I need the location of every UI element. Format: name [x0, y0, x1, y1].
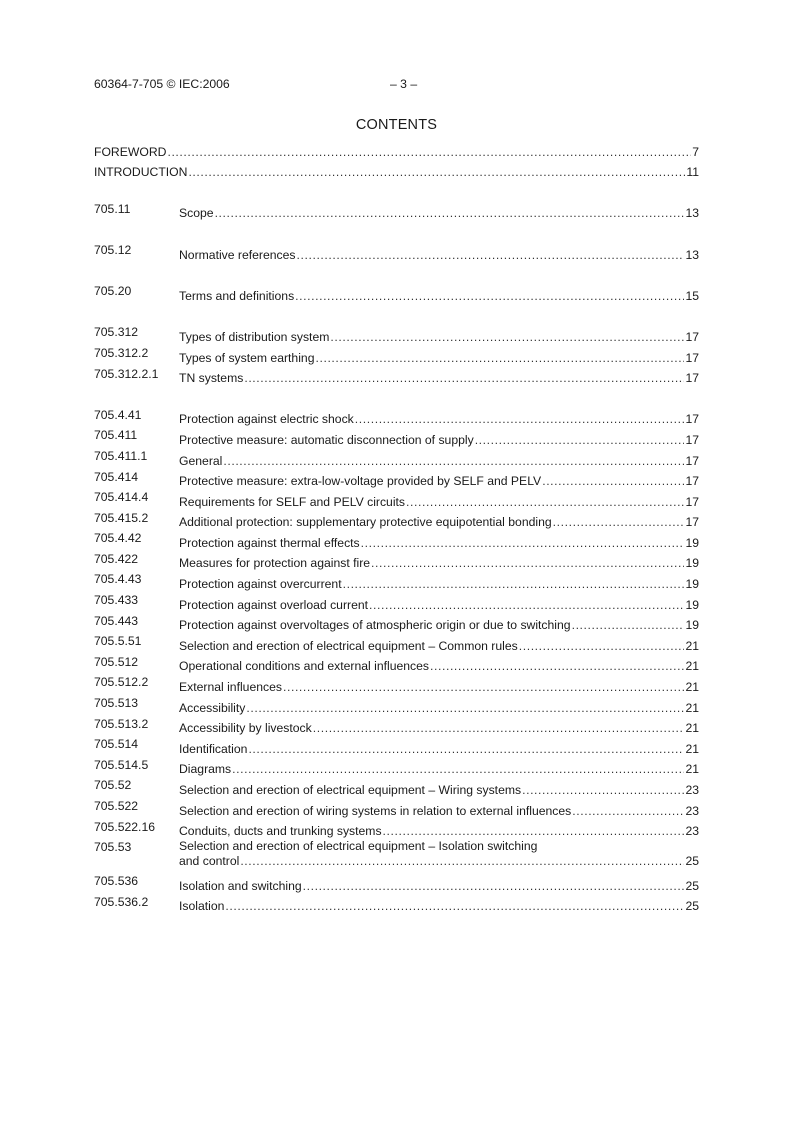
- dot-leader: [330, 329, 684, 345]
- toc-entry-body: [179, 530, 699, 551]
- toc-page-number[interactable]: 19: [685, 556, 699, 571]
- toc-section-number: 705.512: [94, 654, 139, 669]
- toc-section-number: 705.20: [94, 284, 132, 299]
- toc-page-number[interactable]: 21: [685, 680, 699, 695]
- dot-leader: [369, 597, 684, 613]
- toc-entry-title[interactable]: Protective measure: automatic disconnection of supply: [179, 432, 474, 447]
- toc-entry-body: [179, 633, 699, 654]
- toc-entry-title[interactable]: Terms and definitions: [179, 288, 295, 303]
- dot-leader: [246, 700, 684, 716]
- toc-page-number[interactable]: 17: [685, 453, 699, 468]
- dot-leader: [167, 144, 691, 160]
- toc-page-number[interactable]: 21: [685, 659, 699, 674]
- toc-page-number[interactable]: 23: [685, 824, 699, 839]
- toc-entry-title[interactable]: FOREWORD: [94, 144, 167, 159]
- dot-leader: [295, 288, 684, 304]
- toc-entry-title[interactable]: Requirements for SELF and PELV circuits: [179, 494, 406, 509]
- toc-entry-title[interactable]: Accessibility by livestock: [179, 721, 312, 736]
- toc-entry[interactable]: [94, 510, 699, 531]
- page-header: [94, 77, 699, 93]
- toc-entry-title[interactable]: Measures for protection against fire: [179, 556, 371, 571]
- toc-entry-body: [94, 139, 699, 160]
- toc-entry[interactable]: [94, 798, 699, 819]
- toc-entry-title[interactable]: Types of distribution system: [179, 329, 330, 344]
- toc-section-number: 705.536.2: [94, 894, 149, 909]
- toc-entry[interactable]: [94, 448, 699, 469]
- toc-entry-title[interactable]: General: [179, 453, 223, 468]
- toc-entry-body: [179, 489, 699, 510]
- dot-leader: [283, 679, 684, 695]
- toc-entry-title[interactable]: TN systems: [179, 371, 244, 386]
- toc-group-spacer: [94, 180, 699, 201]
- toc-entry-body: [179, 448, 699, 469]
- toc-entry-title[interactable]: Protection against overvoltages of atmospheric origin or due to switching: [179, 618, 571, 633]
- toc-section-number: 705.4.42: [94, 531, 142, 546]
- dot-leader: [355, 411, 685, 427]
- dot-leader: [303, 878, 685, 894]
- toc-page-number[interactable]: 17: [685, 329, 699, 344]
- toc-page-number[interactable]: 19: [685, 577, 699, 592]
- toc-entry[interactable]: [94, 551, 699, 572]
- toc-section-number: 705.512.2: [94, 675, 149, 690]
- toc-entry-body: [179, 551, 699, 572]
- toc-entry-body: [179, 345, 699, 366]
- toc-entry[interactable]: [94, 324, 699, 345]
- dot-leader: [240, 853, 684, 869]
- toc-entry[interactable]: [94, 777, 699, 798]
- toc-entry-title[interactable]: Selection and erection of wiring systems in relation to external influences: [179, 803, 572, 818]
- toc-entry-body: [179, 592, 699, 613]
- toc-section-number: 705.312.2.1: [94, 366, 159, 381]
- toc-entry-body: [179, 571, 699, 592]
- toc-entry[interactable]: [94, 839, 699, 873]
- toc-entry-body: [179, 366, 699, 387]
- toc-group-spacer: [94, 304, 699, 325]
- toc-entry-title[interactable]: Protection against electric shock: [179, 412, 354, 427]
- toc-entry-introduction[interactable]: [94, 160, 699, 181]
- toc-entry-body: [179, 873, 699, 894]
- toc-section-number: 705.12: [94, 242, 132, 257]
- toc-entry-title[interactable]: INTRODUCTION: [94, 165, 188, 180]
- toc-entry-title[interactable]: Selection and erection of electrical equipment – Common rules: [179, 638, 518, 653]
- toc-entry-title[interactable]: Isolation: [179, 899, 225, 914]
- toc-section-number: 705.522: [94, 799, 139, 813]
- toc-entry[interactable]: [94, 366, 699, 387]
- toc-section-number: 705.411: [94, 428, 138, 443]
- toc-entry-title[interactable]: Protection against thermal effects: [179, 535, 360, 550]
- dot-leader: [406, 494, 684, 510]
- dot-leader: [248, 741, 684, 757]
- toc-entry[interactable]: [94, 530, 699, 551]
- toc-entry-body: [179, 201, 699, 222]
- dot-leader: [430, 658, 684, 674]
- toc-page-number[interactable]: 21: [685, 762, 699, 777]
- toc-entry-body: [179, 716, 699, 737]
- toc-page-number[interactable]: 23: [685, 783, 699, 797]
- toc-entry[interactable]: [94, 201, 699, 222]
- toc-entry-body: [179, 839, 699, 873]
- toc-page-number[interactable]: 17: [685, 350, 699, 365]
- toc-group-spacer: [94, 221, 699, 242]
- toc-page-number[interactable]: 17: [685, 371, 699, 386]
- toc-section-number: 705.443: [94, 613, 139, 628]
- dot-leader: [313, 720, 685, 736]
- toc-section-number: 705.4.43: [94, 572, 142, 587]
- toc-entry[interactable]: [94, 716, 699, 737]
- table-of-contents: [94, 139, 699, 914]
- toc-entry-title[interactable]: Conduits, ducts and trunking systems: [179, 824, 382, 839]
- toc-section-number: 705.52: [94, 778, 132, 793]
- dot-leader: [519, 638, 685, 654]
- toc-entry-body: [179, 242, 699, 263]
- dot-leader: [522, 782, 684, 798]
- toc-section-number: 705.522.16: [94, 819, 155, 834]
- dot-leader: [542, 473, 684, 489]
- toc-section-number: 705.312.2: [94, 345, 149, 360]
- toc-section-number: 705.4.41: [94, 407, 142, 422]
- toc-entry[interactable]: [94, 613, 699, 634]
- dot-leader: [188, 164, 685, 180]
- toc-entry-body: [179, 469, 699, 490]
- toc-entry-body: [179, 757, 699, 778]
- toc-entry-title[interactable]: Selection and erection of electrical equipment – Isolation switching: [179, 839, 538, 854]
- dot-leader: [215, 205, 685, 221]
- dot-leader: [475, 432, 685, 448]
- toc-section-number: 705.415.2: [94, 510, 149, 525]
- toc-entry-title-continued-line: [179, 853, 699, 869]
- toc-entry[interactable]: [94, 427, 699, 448]
- toc-entry[interactable]: [94, 894, 699, 915]
- toc-page-number[interactable]: 25: [685, 899, 699, 914]
- toc-page-number[interactable]: 17: [685, 494, 699, 509]
- toc-section-number: 705.433: [94, 593, 139, 608]
- toc-page-number[interactable]: 11: [686, 165, 699, 180]
- dot-leader: [572, 803, 684, 819]
- document-id: 60364-7-705 © IEC:2006: [94, 77, 230, 91]
- toc-entry[interactable]: [94, 654, 699, 675]
- toc-entry-title[interactable]: External influences: [179, 680, 282, 695]
- toc-entry-body: [179, 798, 699, 819]
- toc-page-number[interactable]: 13: [685, 247, 699, 262]
- toc-section-number: 705.414.4: [94, 490, 149, 505]
- toc-page-number[interactable]: 17: [685, 412, 699, 427]
- toc-section-number: 705.11: [94, 201, 131, 216]
- toc-entry-title[interactable]: Types of system earthing: [179, 350, 315, 365]
- toc-entry-body: [179, 819, 699, 840]
- dot-leader: [361, 535, 685, 551]
- toc-entry[interactable]: [94, 489, 699, 510]
- toc-section-number: 705.411.1: [94, 448, 148, 463]
- toc-page-number[interactable]: 15: [685, 288, 699, 303]
- contents-title: CONTENTS: [355, 117, 438, 133]
- toc-entry-title[interactable]: Selection and erection of electrical equipment – Wiring systems: [179, 783, 522, 797]
- toc-section-number: 705.514: [94, 737, 139, 752]
- toc-entry[interactable]: [94, 345, 699, 366]
- dot-leader: [297, 247, 685, 263]
- toc-entry-body: [179, 894, 699, 915]
- toc-group-spacer: [94, 263, 699, 284]
- toc-entry-body: [179, 510, 699, 531]
- dot-leader: [383, 823, 685, 839]
- toc-page-number[interactable]: 21: [685, 638, 699, 653]
- toc-entry[interactable]: [94, 283, 699, 304]
- toc-entry-body: [179, 736, 699, 757]
- toc-section-number: 705.414: [94, 469, 139, 484]
- toc-entry-title[interactable]: Protective measure: extra-low-voltage provided by SELF and PELV: [179, 474, 542, 489]
- dot-leader: [223, 453, 684, 469]
- toc-section-number: 705.53: [94, 840, 132, 855]
- toc-entry-title[interactable]: Diagrams: [179, 762, 232, 777]
- toc-entry[interactable]: [94, 736, 699, 757]
- toc-entry-title[interactable]: Identification: [179, 741, 248, 756]
- toc-section-number: 705.513.2: [94, 716, 149, 731]
- toc-entry[interactable]: [94, 873, 699, 894]
- toc-entry-title[interactable]: Normative references: [179, 247, 296, 262]
- toc-entry[interactable]: [94, 469, 699, 490]
- toc-page-number[interactable]: 19: [685, 597, 699, 612]
- toc-entry-body: [179, 695, 699, 716]
- toc-entry[interactable]: [94, 407, 699, 428]
- toc-entry-body: [179, 654, 699, 675]
- toc-entry-body: [179, 283, 699, 304]
- toc-section-number: 705.536: [94, 874, 139, 889]
- toc-entry[interactable]: [94, 571, 699, 592]
- toc-entry-body: [179, 613, 699, 634]
- toc-entry-body: [179, 674, 699, 695]
- toc-section-number: 705.422: [94, 551, 139, 566]
- page-number: – 3 –: [390, 77, 418, 91]
- toc-page-number[interactable]: 25: [685, 854, 699, 869]
- toc-entry-foreword[interactable]: [94, 139, 699, 160]
- toc-page-number[interactable]: 25: [685, 878, 699, 893]
- toc-section-number: 705.513: [94, 696, 139, 711]
- dot-leader: [572, 617, 685, 633]
- toc-entry-title[interactable]: Accessibility: [179, 700, 246, 715]
- dot-leader: [553, 514, 685, 530]
- toc-page-number[interactable]: 13: [685, 206, 699, 221]
- toc-page-number[interactable]: 17: [685, 515, 699, 530]
- toc-entry-title[interactable]: Isolation and switching: [179, 878, 302, 893]
- toc-entry-title[interactable]: Protection against overcurrent: [179, 577, 342, 592]
- toc-entry-body: [94, 160, 699, 181]
- toc-entry-body: [179, 427, 699, 448]
- toc-entry-body: [179, 777, 699, 798]
- toc-entry[interactable]: [94, 819, 699, 840]
- dot-leader: [232, 761, 684, 777]
- toc-page-number[interactable]: 23: [685, 803, 699, 818]
- dot-leader: [315, 350, 684, 366]
- toc-group-spacer: [94, 386, 699, 407]
- toc-entry[interactable]: [94, 592, 699, 613]
- dot-leader: [371, 555, 684, 571]
- toc-page-number[interactable]: 21: [685, 721, 699, 736]
- toc-page-number[interactable]: 21: [685, 741, 699, 756]
- toc-page-number[interactable]: 7: [692, 144, 699, 159]
- toc-page-number[interactable]: 21: [685, 700, 699, 715]
- toc-entry-title[interactable]: Protection against overload current: [179, 597, 369, 612]
- toc-entry-body: [179, 324, 699, 345]
- toc-entry-title[interactable]: Additional protection: supplementary protective equipotential bonding: [179, 515, 552, 530]
- toc-section-number: 705.5.51: [94, 634, 142, 649]
- toc-page-number[interactable]: 19: [685, 618, 699, 633]
- toc-page-number[interactable]: 17: [685, 474, 699, 489]
- toc-entry-body: [179, 407, 699, 428]
- dot-leader: [225, 898, 684, 914]
- toc-entry[interactable]: [94, 757, 699, 778]
- dot-leader: [343, 576, 685, 592]
- dot-leader: [244, 370, 684, 386]
- toc-page-number[interactable]: 17: [685, 432, 699, 447]
- toc-section-number: 705.312: [94, 325, 139, 340]
- toc-entry[interactable]: [94, 674, 699, 695]
- toc-entry[interactable]: [94, 695, 699, 716]
- toc-page-number[interactable]: 19: [685, 535, 699, 550]
- toc-entry[interactable]: [94, 633, 699, 654]
- toc-entry[interactable]: [94, 242, 699, 263]
- toc-section-number: 705.514.5: [94, 757, 149, 772]
- toc-entry-title[interactable]: Operational conditions and external influences: [179, 659, 430, 674]
- toc-entry-title-continued[interactable]: and control: [179, 854, 240, 869]
- toc-entry-title[interactable]: Scope: [179, 206, 214, 221]
